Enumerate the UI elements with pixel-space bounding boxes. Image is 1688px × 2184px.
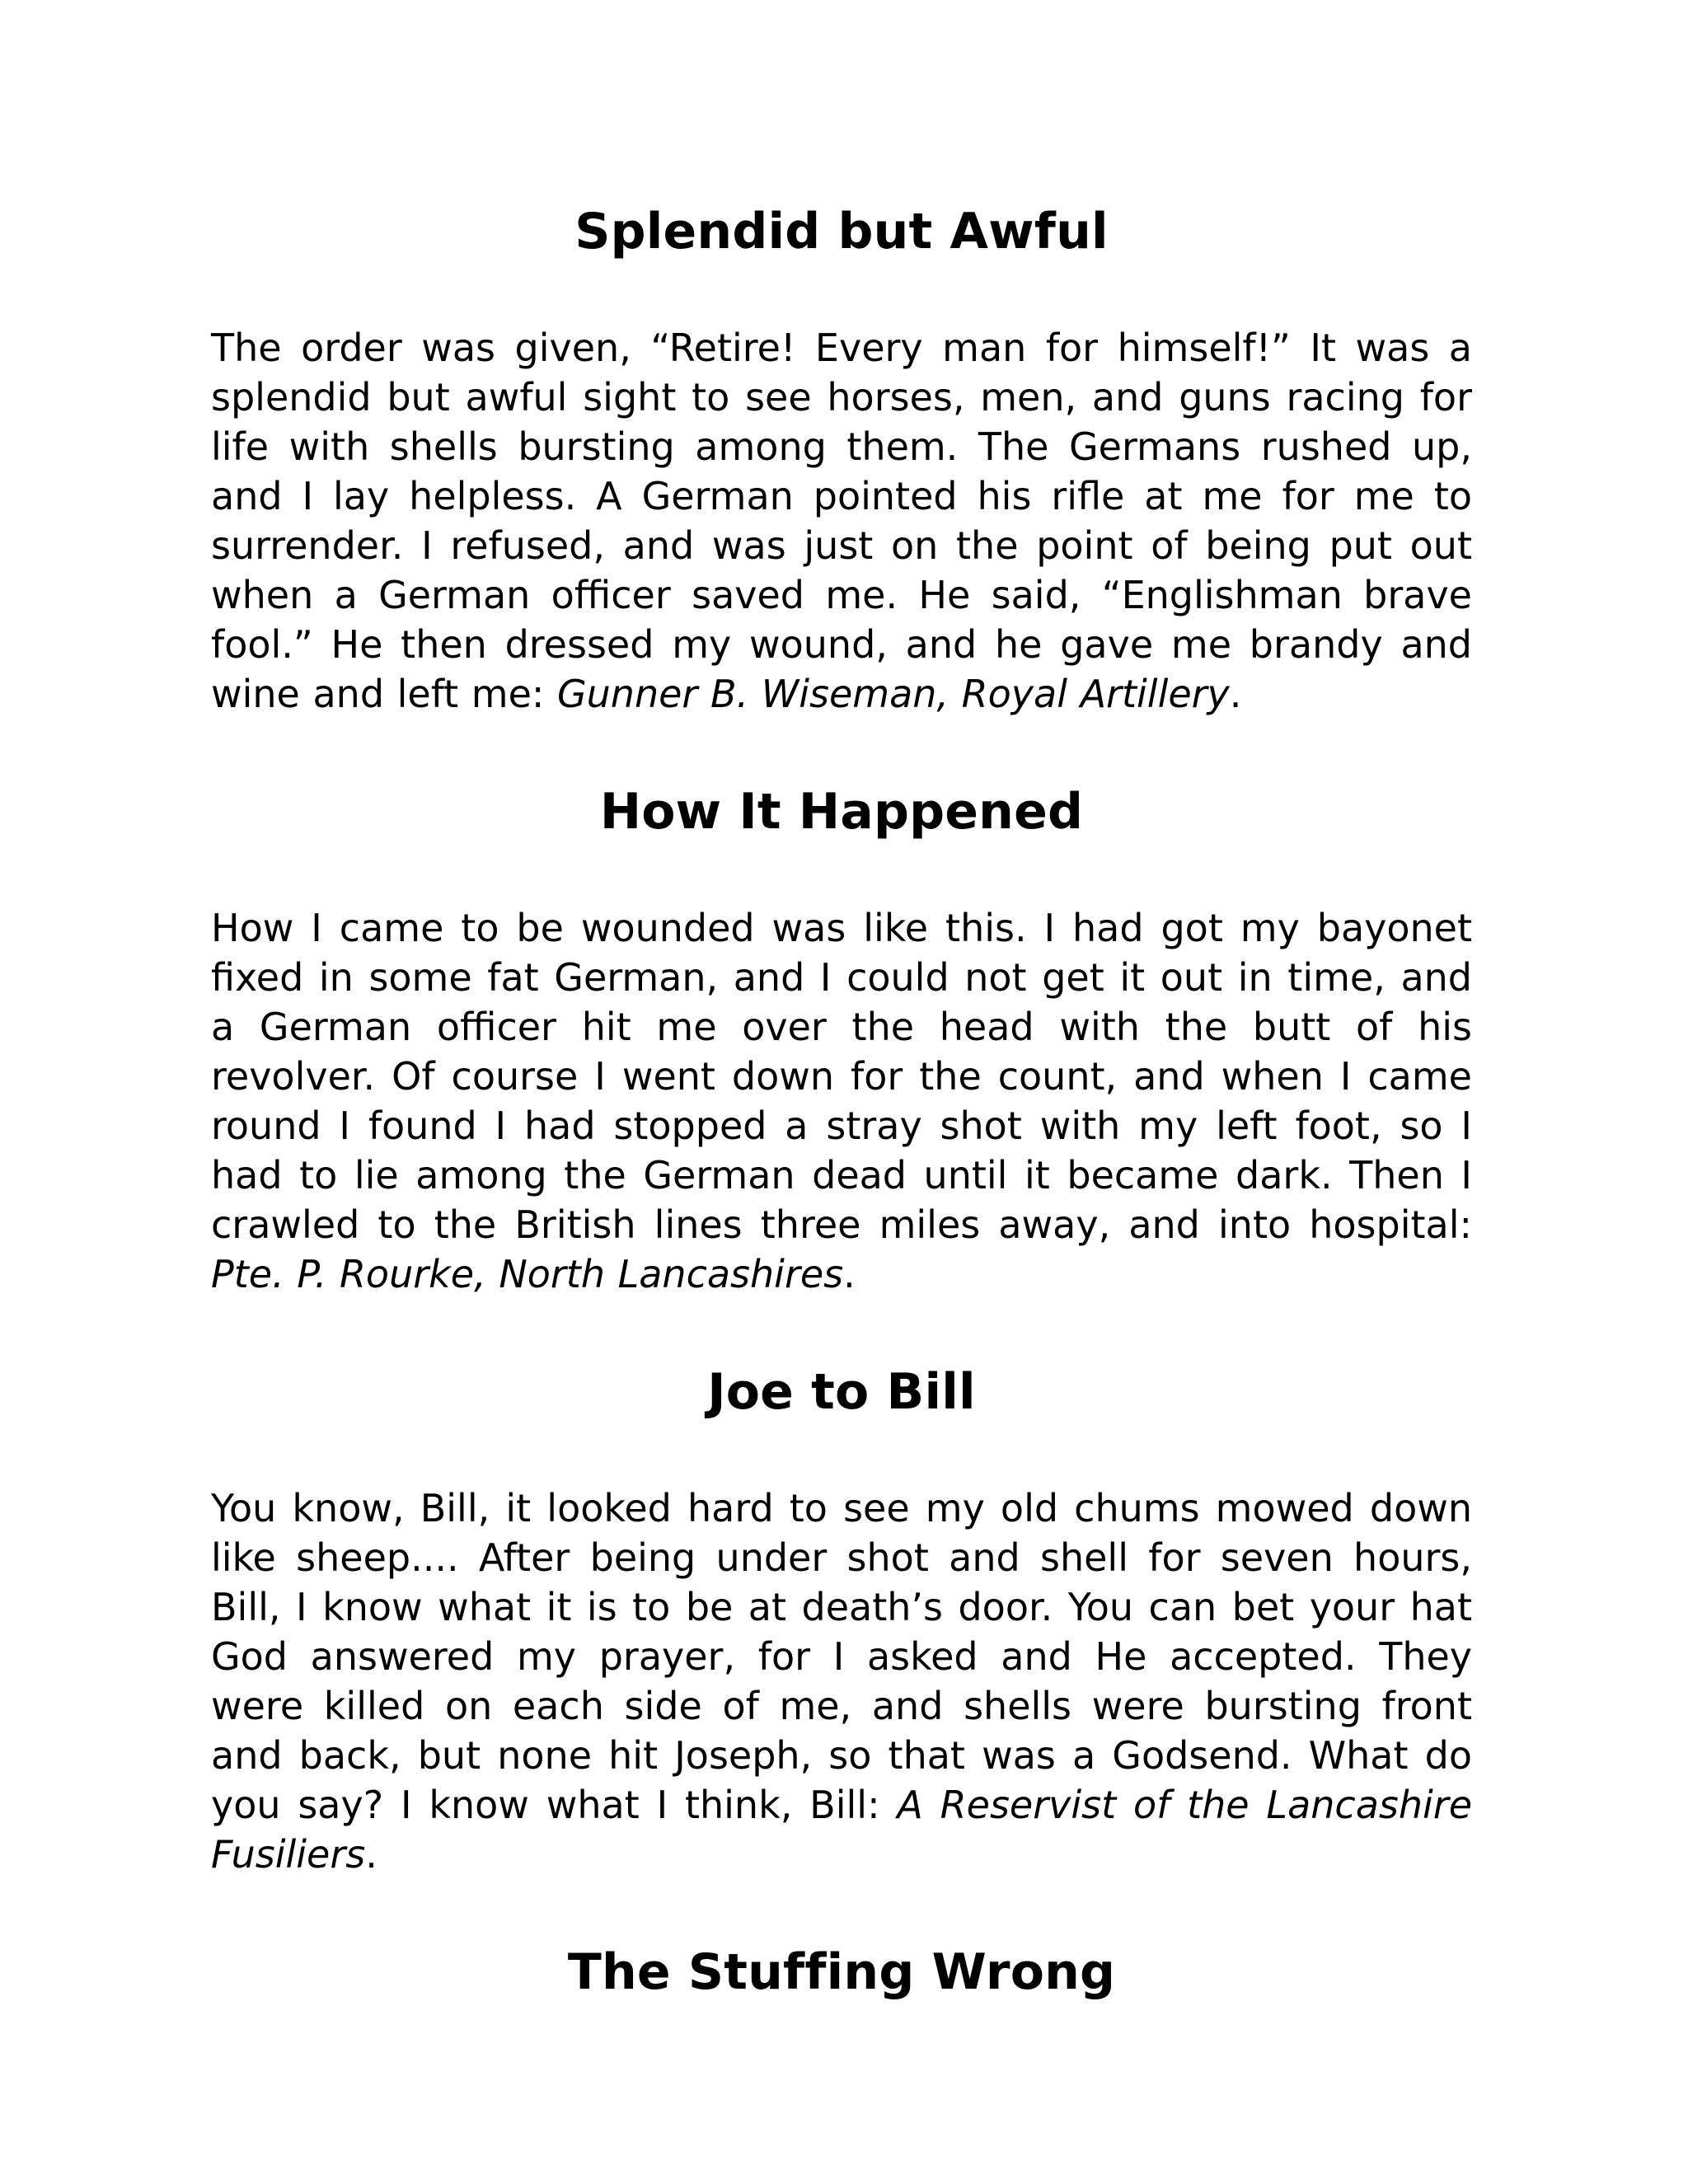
section-splendid-but-awful: [211, 194, 1472, 719]
section-title: Joe to Bill: [707, 1363, 976, 1421]
section-title: Splendid but Awful: [574, 203, 1109, 260]
section-title: How It Happened: [599, 783, 1084, 841]
body-text: You know, Bill, it looked hard to see my old chums mowed down like sheep.... After being under shot and shell for seven hours, Bill, I know what it is to be at death’s door. You can bet your hat God answered my prayer, for I asked and He accepted. They were killed on each side of me, and shells were bursting front and back, but none hit Joseph, so that was a Godsend. What do you say? I know what I think, Bill:: [211, 1486, 1472, 1827]
end-punctuation: .: [1229, 672, 1242, 716]
end-punctuation: .: [365, 1832, 377, 1877]
attribution: A Reservist of the Lancashire Fusiliers: [211, 1783, 1472, 1877]
document-content: [211, 194, 1472, 2009]
section-body: [211, 903, 1472, 1299]
end-punctuation: .: [843, 1252, 856, 1296]
section-body: [211, 1483, 1472, 1879]
section-the-stuffing-wrong: [211, 1935, 1472, 2009]
section-how-it-happened: [211, 775, 1472, 1299]
attribution: Gunner B. Wiseman, Royal Artillery: [557, 672, 1230, 716]
attribution: Pte. P. Rourke, North Lancashires: [211, 1252, 844, 1296]
body-text: How I came to be wounded was like this. I had got my bayonet fixed in some fat German, and I could not get it out in time, and a German officer hit me over the head with the butt of his revolver. Of course I went down for the count, and when I came round I found I had stopped a stray shot with my left foot, so I had to lie among the German dead until it became dark. Then I crawled to the British lines three miles away, and into hospital:: [211, 906, 1472, 1247]
section-body: [211, 323, 1472, 719]
body-text: The order was given, “Retire! Every man for himself!” It was a splendid but awful sight to see horses, men, and guns racing for life with shells bursting among them. The Germans rushed up, and I lay helpless. A German pointed his rifle at me for me to surrender. I refused, and was just on the point of being put out when a German officer saved me. He said, “Englishman brave fool.” He then dressed my wound, and he gave me brandy and wine and left me:: [211, 326, 1472, 716]
section-joe-to-bill: [211, 1355, 1472, 1879]
section-title: The Stuffing Wrong: [567, 1943, 1116, 2001]
